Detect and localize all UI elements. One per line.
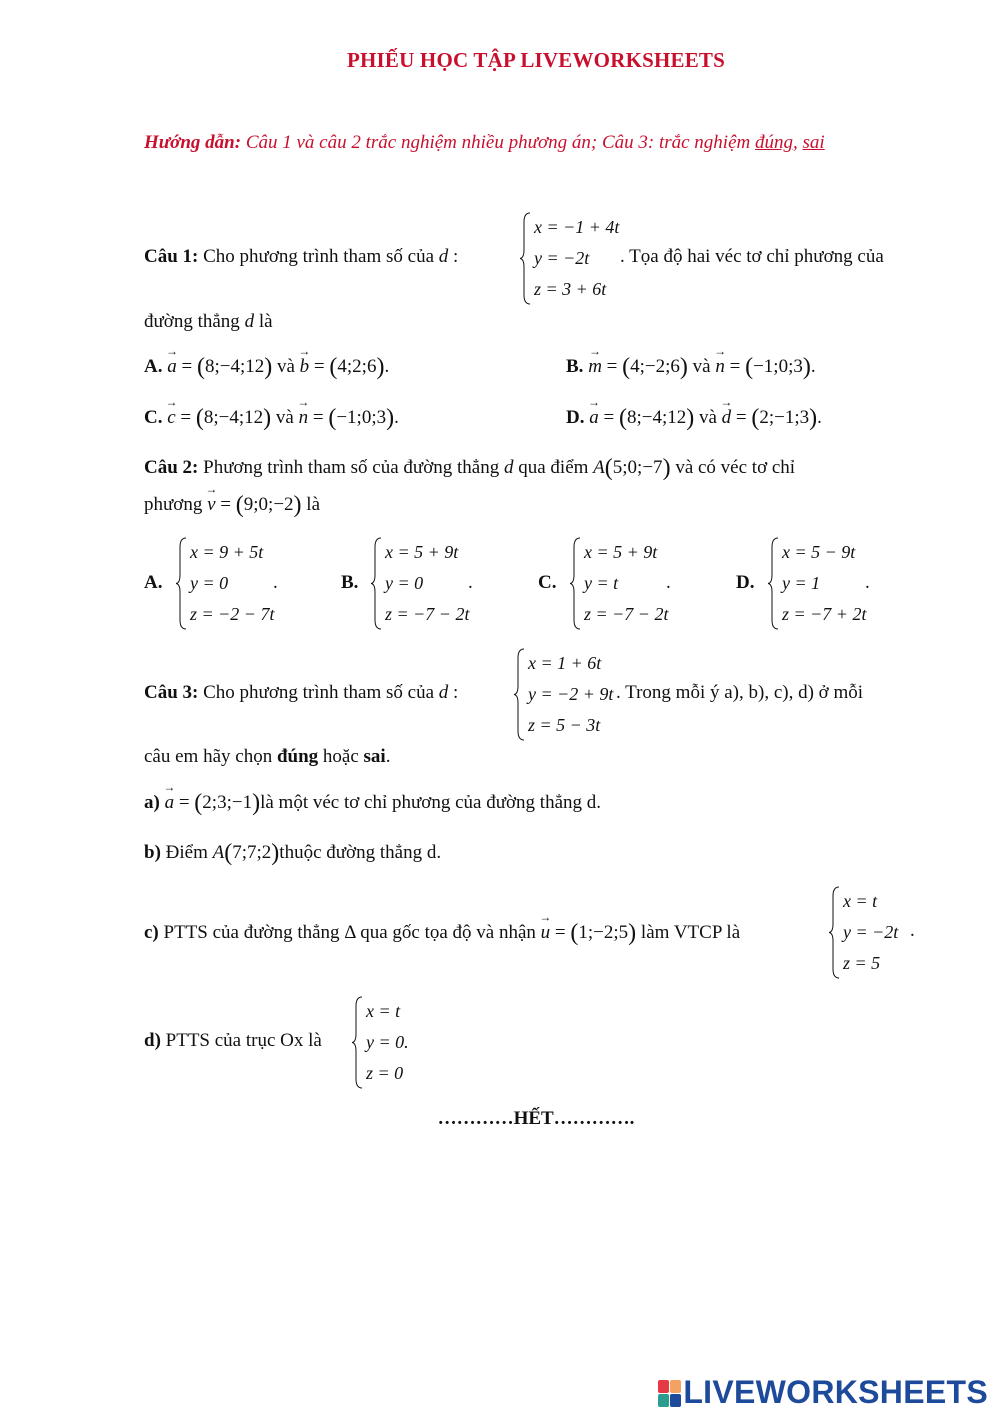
- q2-option-c-letter: C.: [538, 572, 557, 593]
- q2-option-d-x: x = 5 − 9t: [782, 542, 856, 562]
- q3-colon: :: [448, 682, 459, 703]
- q1-stem-end: . Tọa độ hai véc tơ chỉ phương của: [620, 246, 884, 267]
- q2-point: A: [593, 457, 605, 478]
- q1-option-d-vec2: → d: [722, 407, 732, 429]
- logo-square-3: [658, 1394, 669, 1407]
- q3-item-c[interactable]: c) PTTS của đường thẳng Δ qua gốc tọa độ và nhận → u = (1;−2;5) làm VTCP là: [144, 920, 740, 947]
- q3-label: Câu 3:: [144, 682, 199, 703]
- q2-option-c-x: x = 5 + 9t: [584, 542, 658, 562]
- q1-option-a[interactable]: A. → a = (8;−4;12) và → b = (4;2;6).: [144, 354, 389, 381]
- q2-option-d[interactable]: [736, 537, 886, 630]
- q1-option-b-and: và: [692, 356, 711, 377]
- q2-text3: và có véc tơ chỉ: [670, 457, 796, 478]
- q1-option-c-letter: C.: [144, 407, 163, 428]
- q3-item-d-label: d): [144, 1030, 161, 1051]
- q1-colon: :: [448, 246, 459, 267]
- instructions-comma: ,: [793, 132, 803, 153]
- q2-option-d-y: y = 1: [782, 573, 821, 593]
- q1-text: Cho phương trình tham số của: [198, 246, 439, 267]
- q2-option-b[interactable]: [341, 537, 491, 630]
- q3-stem-line2: [144, 746, 390, 768]
- q1-option-a-vec1: → a: [167, 356, 177, 378]
- q2-option-b-x: x = 5 + 9t: [385, 542, 459, 562]
- q1-option-d-coords1: 8;−4;12: [626, 407, 687, 428]
- q1-option-b-vec2: → n: [715, 356, 725, 378]
- q1-line2-end: là: [258, 311, 273, 332]
- q3-item-b-text1: Điểm: [160, 842, 213, 863]
- q3-system-x: x = 1 + 6t: [528, 653, 602, 673]
- q1-system-z: z = 3 + 6t: [534, 279, 607, 299]
- logo-text: LIVEWORKSHEETS: [683, 1374, 988, 1410]
- q1-option-c[interactable]: C. → c = (8;−4;12) và → n = (−1;0;3).: [144, 405, 399, 432]
- q3-item-c-coords: 1;−2;5: [578, 922, 629, 943]
- q1-option-c-vec1: → c: [167, 407, 175, 429]
- q3-item-b[interactable]: b) Điểm A(7;7;2)thuộc đường thẳng d.: [144, 840, 442, 866]
- brace-icon: [768, 537, 780, 630]
- q3-var: d: [438, 682, 449, 703]
- q3-item-c-x: x = t: [843, 891, 878, 911]
- q3-stem-end: . Trong mỗi ý a), b), c), d) ở mỗi: [616, 682, 864, 703]
- q2-line2-end: là: [306, 494, 321, 515]
- q3-line2-a: câu em hãy chọn: [144, 746, 277, 767]
- brace-icon: [371, 537, 383, 630]
- q2-option-b-y: y = 0: [385, 573, 424, 593]
- end-marker: …………HẾT………….: [437, 1108, 635, 1129]
- q2-option-a[interactable]: [144, 537, 294, 630]
- q1-line2-var: d: [244, 311, 255, 332]
- q1-option-c-vec2: → n: [299, 407, 309, 429]
- q3-line2-true: đúng: [276, 746, 319, 767]
- q3-item-d[interactable]: [144, 1030, 322, 1052]
- q1-option-c-coords2: −1;0;3: [336, 407, 387, 428]
- q3-item-b-coords: 7;7;2: [232, 842, 272, 863]
- q1-option-b-letter: B.: [566, 356, 584, 377]
- q3-item-a-label: a): [144, 792, 160, 813]
- q2-option-a-period: .: [273, 572, 278, 593]
- q2-stem-line2: phương → v = (9;0;−2) là: [144, 492, 320, 519]
- q2-option-b-z: z = −7 − 2t: [385, 604, 470, 624]
- instructions-text: Câu 1 và câu 2 trắc nghiệm nhiều phương án; Câu 3: trắc nghiệm: [241, 132, 755, 153]
- q1-option-a-vec2: → b: [300, 356, 310, 378]
- q2-option-a-x: x = 9 + 5t: [190, 542, 264, 562]
- q2-label: Câu 2:: [144, 457, 199, 478]
- q3-item-b-text2: thuộc đường thẳng d.: [279, 842, 442, 863]
- q1-option-c-coords1: 8;−4;12: [203, 407, 264, 428]
- brace-icon: [514, 648, 526, 741]
- q1-option-b-coords1: 4;−2;6: [630, 356, 680, 377]
- liveworksheets-logo: [658, 1374, 988, 1411]
- q3-item-c-text2: qua gốc tọa độ và nhận: [355, 922, 541, 943]
- q3-item-d-z: z = 0: [366, 1063, 404, 1083]
- instructions-false-word: sai: [802, 132, 825, 153]
- instructions-label: Hướng dẫn:: [144, 132, 242, 153]
- q2-option-d-period: .: [865, 572, 870, 593]
- q1-option-c-and: và: [275, 407, 294, 428]
- q1-option-b[interactable]: B. → m = (4;−2;6) và → n = (−1;0;3).: [566, 354, 816, 381]
- q1-stem-line2: [144, 311, 273, 333]
- q1-option-d-vec1: → a: [589, 407, 599, 429]
- logo-square-1: [658, 1380, 669, 1393]
- q3-item-a-coords: 2;3;−1: [202, 792, 253, 813]
- q3-item-c-delta: Δ: [344, 922, 356, 943]
- q3-item-d-x: x = t: [366, 1001, 401, 1021]
- brace-icon: [520, 212, 532, 305]
- q2-var: d: [503, 457, 514, 478]
- q3-text: Cho phương trình tham số của: [198, 682, 439, 703]
- instructions: [144, 132, 825, 154]
- q3-system-z: z = 5 − 3t: [528, 715, 601, 735]
- q1-option-d[interactable]: D. → a = (8;−4;12) và → d = (2;−1;3).: [566, 405, 822, 432]
- q3-stem: [144, 682, 458, 704]
- q3-line2-false: sai: [363, 746, 386, 767]
- q2-line2-text: phương: [144, 494, 203, 515]
- q3-item-b-label: b): [144, 842, 161, 863]
- q3-item-a-text: là một véc tơ chỉ phương của đường thẳng d.: [260, 792, 602, 813]
- q1-label: Câu 1:: [144, 246, 199, 267]
- q3-item-a[interactable]: a) → a = (2;3;−1)là một véc tơ chỉ phương của đường thẳng d.: [144, 790, 601, 817]
- q1-option-b-coords2: −1;0;3: [753, 356, 803, 377]
- q2-option-a-y: y = 0: [190, 573, 229, 593]
- q3-item-b-point: A: [212, 842, 225, 863]
- q1-option-d-letter: D.: [566, 407, 585, 428]
- q1-line2-text: đường thẳng: [144, 311, 240, 332]
- q2-option-d-letter: D.: [736, 572, 755, 593]
- q1-option-a-and: và: [276, 356, 295, 377]
- q3-item-c-text1: PTTS của đường thẳng: [158, 922, 345, 943]
- q3-item-c-label: c): [144, 922, 159, 943]
- q2-stem: Câu 2: Phương trình tham số của đường thẳng d qua điểm A(5;0;−7) và có véc tơ chỉ: [144, 455, 796, 481]
- q3-item-d-text: PTTS của trục Ox là: [160, 1030, 322, 1051]
- logo-icon: [658, 1380, 680, 1406]
- logo-square-2: [670, 1380, 681, 1393]
- q2-option-c[interactable]: [538, 537, 688, 630]
- page-title: PHIẾU HỌC TẬP LIVEWORKSHEETS: [346, 48, 726, 72]
- q3-item-c-vec: → u: [541, 922, 551, 944]
- q1-option-d-coords2: 2;−1;3: [759, 407, 810, 428]
- q2-text1: Phương trình tham số của đường thẳng: [198, 457, 504, 478]
- q1-option-a-coords2: 4;2;6: [337, 356, 377, 377]
- q3-line2-c: .: [385, 746, 391, 767]
- q1-var: d: [438, 246, 449, 267]
- q1-system-x: x = −1 + 4t: [534, 217, 620, 237]
- q3-item-d-y: y = 0.: [366, 1032, 409, 1052]
- q3-item-c-y: y = −2t: [843, 922, 899, 942]
- q2-option-a-letter: A.: [144, 572, 163, 593]
- q2-option-b-letter: B.: [341, 572, 359, 593]
- q2-point-coords: 5;0;−7: [612, 457, 663, 478]
- q3-item-c-z: z = 5: [843, 953, 881, 973]
- q2-vec-coords: 9;0;−2: [243, 494, 294, 515]
- brace-icon: [570, 537, 582, 630]
- q3-item-a-vec: → a: [165, 792, 175, 814]
- q3-line2-b: hoặc: [318, 746, 364, 767]
- q2-option-c-z: z = −7 − 2t: [584, 604, 669, 624]
- q3-system-y: y = −2 + 9t: [528, 684, 614, 704]
- q3-item-c-end: .: [910, 920, 915, 941]
- q1-option-b-vec1: → m: [588, 356, 602, 378]
- q2-option-a-z: z = −2 − 7t: [190, 604, 275, 624]
- brace-icon: [176, 537, 188, 630]
- q2-option-c-y: y = t: [584, 573, 619, 593]
- brace-icon: [829, 886, 841, 979]
- q1-system-y: y = −2t: [534, 248, 590, 268]
- q2-option-d-z: z = −7 + 2t: [782, 604, 867, 624]
- q1-option-d-and: và: [698, 407, 717, 428]
- logo-square-4: [670, 1394, 681, 1407]
- q1-stem: [144, 246, 458, 268]
- q3-item-c-text3: làm VTCP là: [636, 922, 741, 943]
- q1-option-a-coords1: 8;−4;12: [204, 356, 265, 377]
- q2-vec: → v: [207, 494, 215, 516]
- q2-option-b-period: .: [468, 572, 473, 593]
- brace-icon: [352, 996, 364, 1089]
- instructions-true-word: đúng: [755, 132, 793, 153]
- q2-option-c-period: .: [666, 572, 671, 593]
- q1-option-a-letter: A.: [144, 356, 163, 377]
- q2-text2: qua điểm: [513, 457, 594, 478]
